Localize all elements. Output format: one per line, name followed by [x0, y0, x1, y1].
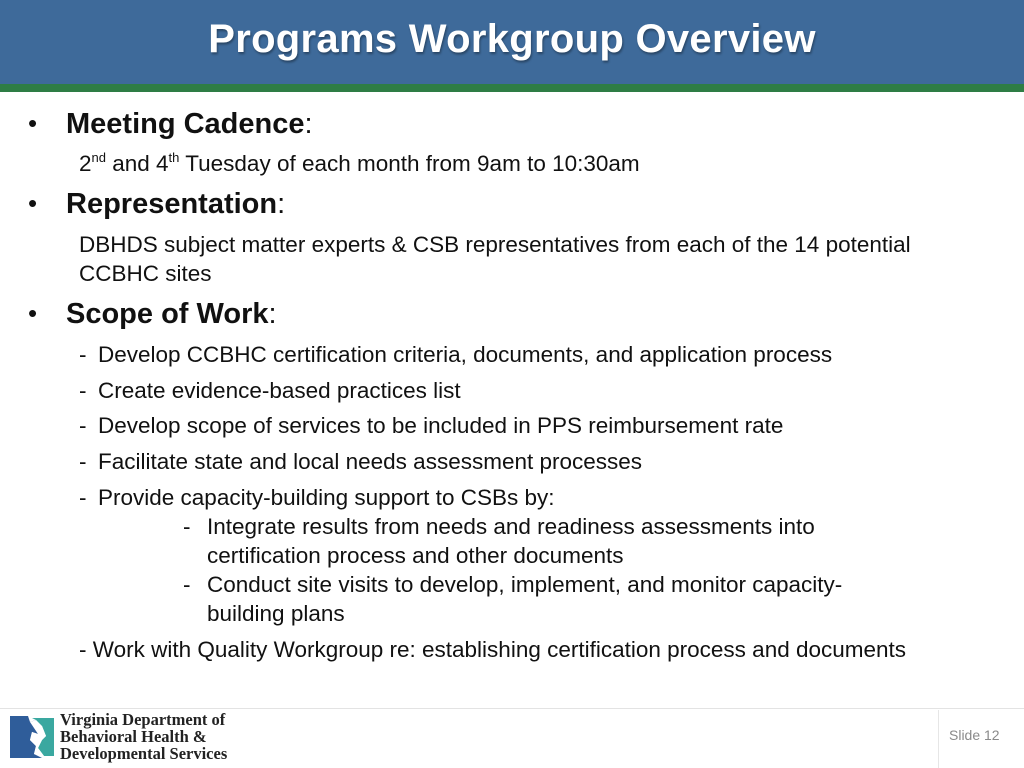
bullet-representation: •: [28, 188, 38, 218]
sub-item-2-line-2: building plans: [207, 601, 345, 626]
sub-item-1-line-2: certification process and other documents: [207, 543, 624, 568]
bullet-scope: •: [28, 298, 38, 328]
scope-last-item: - Work with Quality Workgroup re: establishing certification process and documents: [79, 637, 907, 662]
sub-dash: -: [183, 514, 191, 539]
slide-number: Slide 12: [949, 727, 1000, 743]
representation-line-2: CCBHC sites: [79, 261, 212, 286]
heading-colon: :: [268, 298, 277, 330]
heading-colon: :: [304, 108, 313, 140]
sup-nd: nd: [91, 150, 106, 165]
sup-th: th: [168, 150, 180, 165]
footer-divider: [938, 710, 939, 768]
cadence-rest: Tuesday of each month from 9am to 10:30am: [179, 151, 640, 176]
org-name: [60, 711, 227, 762]
scope-item-2: Create evidence-based practices list: [98, 378, 461, 403]
heading-scope-text: Scope of Work: [66, 298, 269, 330]
scope-dash: -: [79, 378, 87, 403]
footer-rule: [0, 708, 1024, 709]
slide-title: Programs Workgroup Overview: [208, 16, 816, 61]
sub-item-2-line-1: Conduct site visits to develop, implement, and monitor capacity-: [207, 572, 843, 597]
org-line-3: Developmental Services: [60, 744, 228, 763]
scope-item-4: Facilitate state and local needs assessment processes: [98, 449, 643, 474]
representation-line-1: DBHDS subject matter experts & CSB representatives from each of the 14 potential: [79, 232, 911, 257]
heading-meeting-cadence: [66, 108, 313, 141]
scope-dash: -: [79, 485, 87, 510]
scope-item-1: Develop CCBHC certification criteria, documents, and application process: [98, 342, 833, 367]
heading-scope-of-work: [66, 298, 277, 331]
scope-item-5: Provide capacity-building support to CSBs by:: [98, 485, 555, 510]
cadence-text: [79, 151, 640, 177]
scope-dash: -: [79, 413, 87, 438]
heading-representation: [66, 188, 285, 221]
scope-dash: -: [79, 342, 87, 367]
org-line-2: Behavioral Health &: [60, 727, 207, 746]
heading-colon: :: [277, 188, 286, 220]
heading-meeting-cadence-text: Meeting Cadence: [66, 108, 305, 140]
dbhds-logo-icon: [8, 712, 58, 762]
scope-item-3: Develop scope of services to be included in PPS reimbursement rate: [98, 413, 784, 438]
sub-item-1-line-1: Integrate results from needs and readiness assessments into: [207, 514, 815, 539]
heading-representation-text: Representation: [66, 188, 278, 220]
bullet-cadence: •: [28, 108, 38, 138]
scope-dash: -: [79, 449, 87, 474]
cadence-day-4: and 4: [105, 151, 169, 176]
sub-dash: -: [183, 572, 191, 597]
org-line-1: Virginia Department of: [60, 710, 226, 729]
cadence-day-2: 2: [79, 151, 92, 176]
